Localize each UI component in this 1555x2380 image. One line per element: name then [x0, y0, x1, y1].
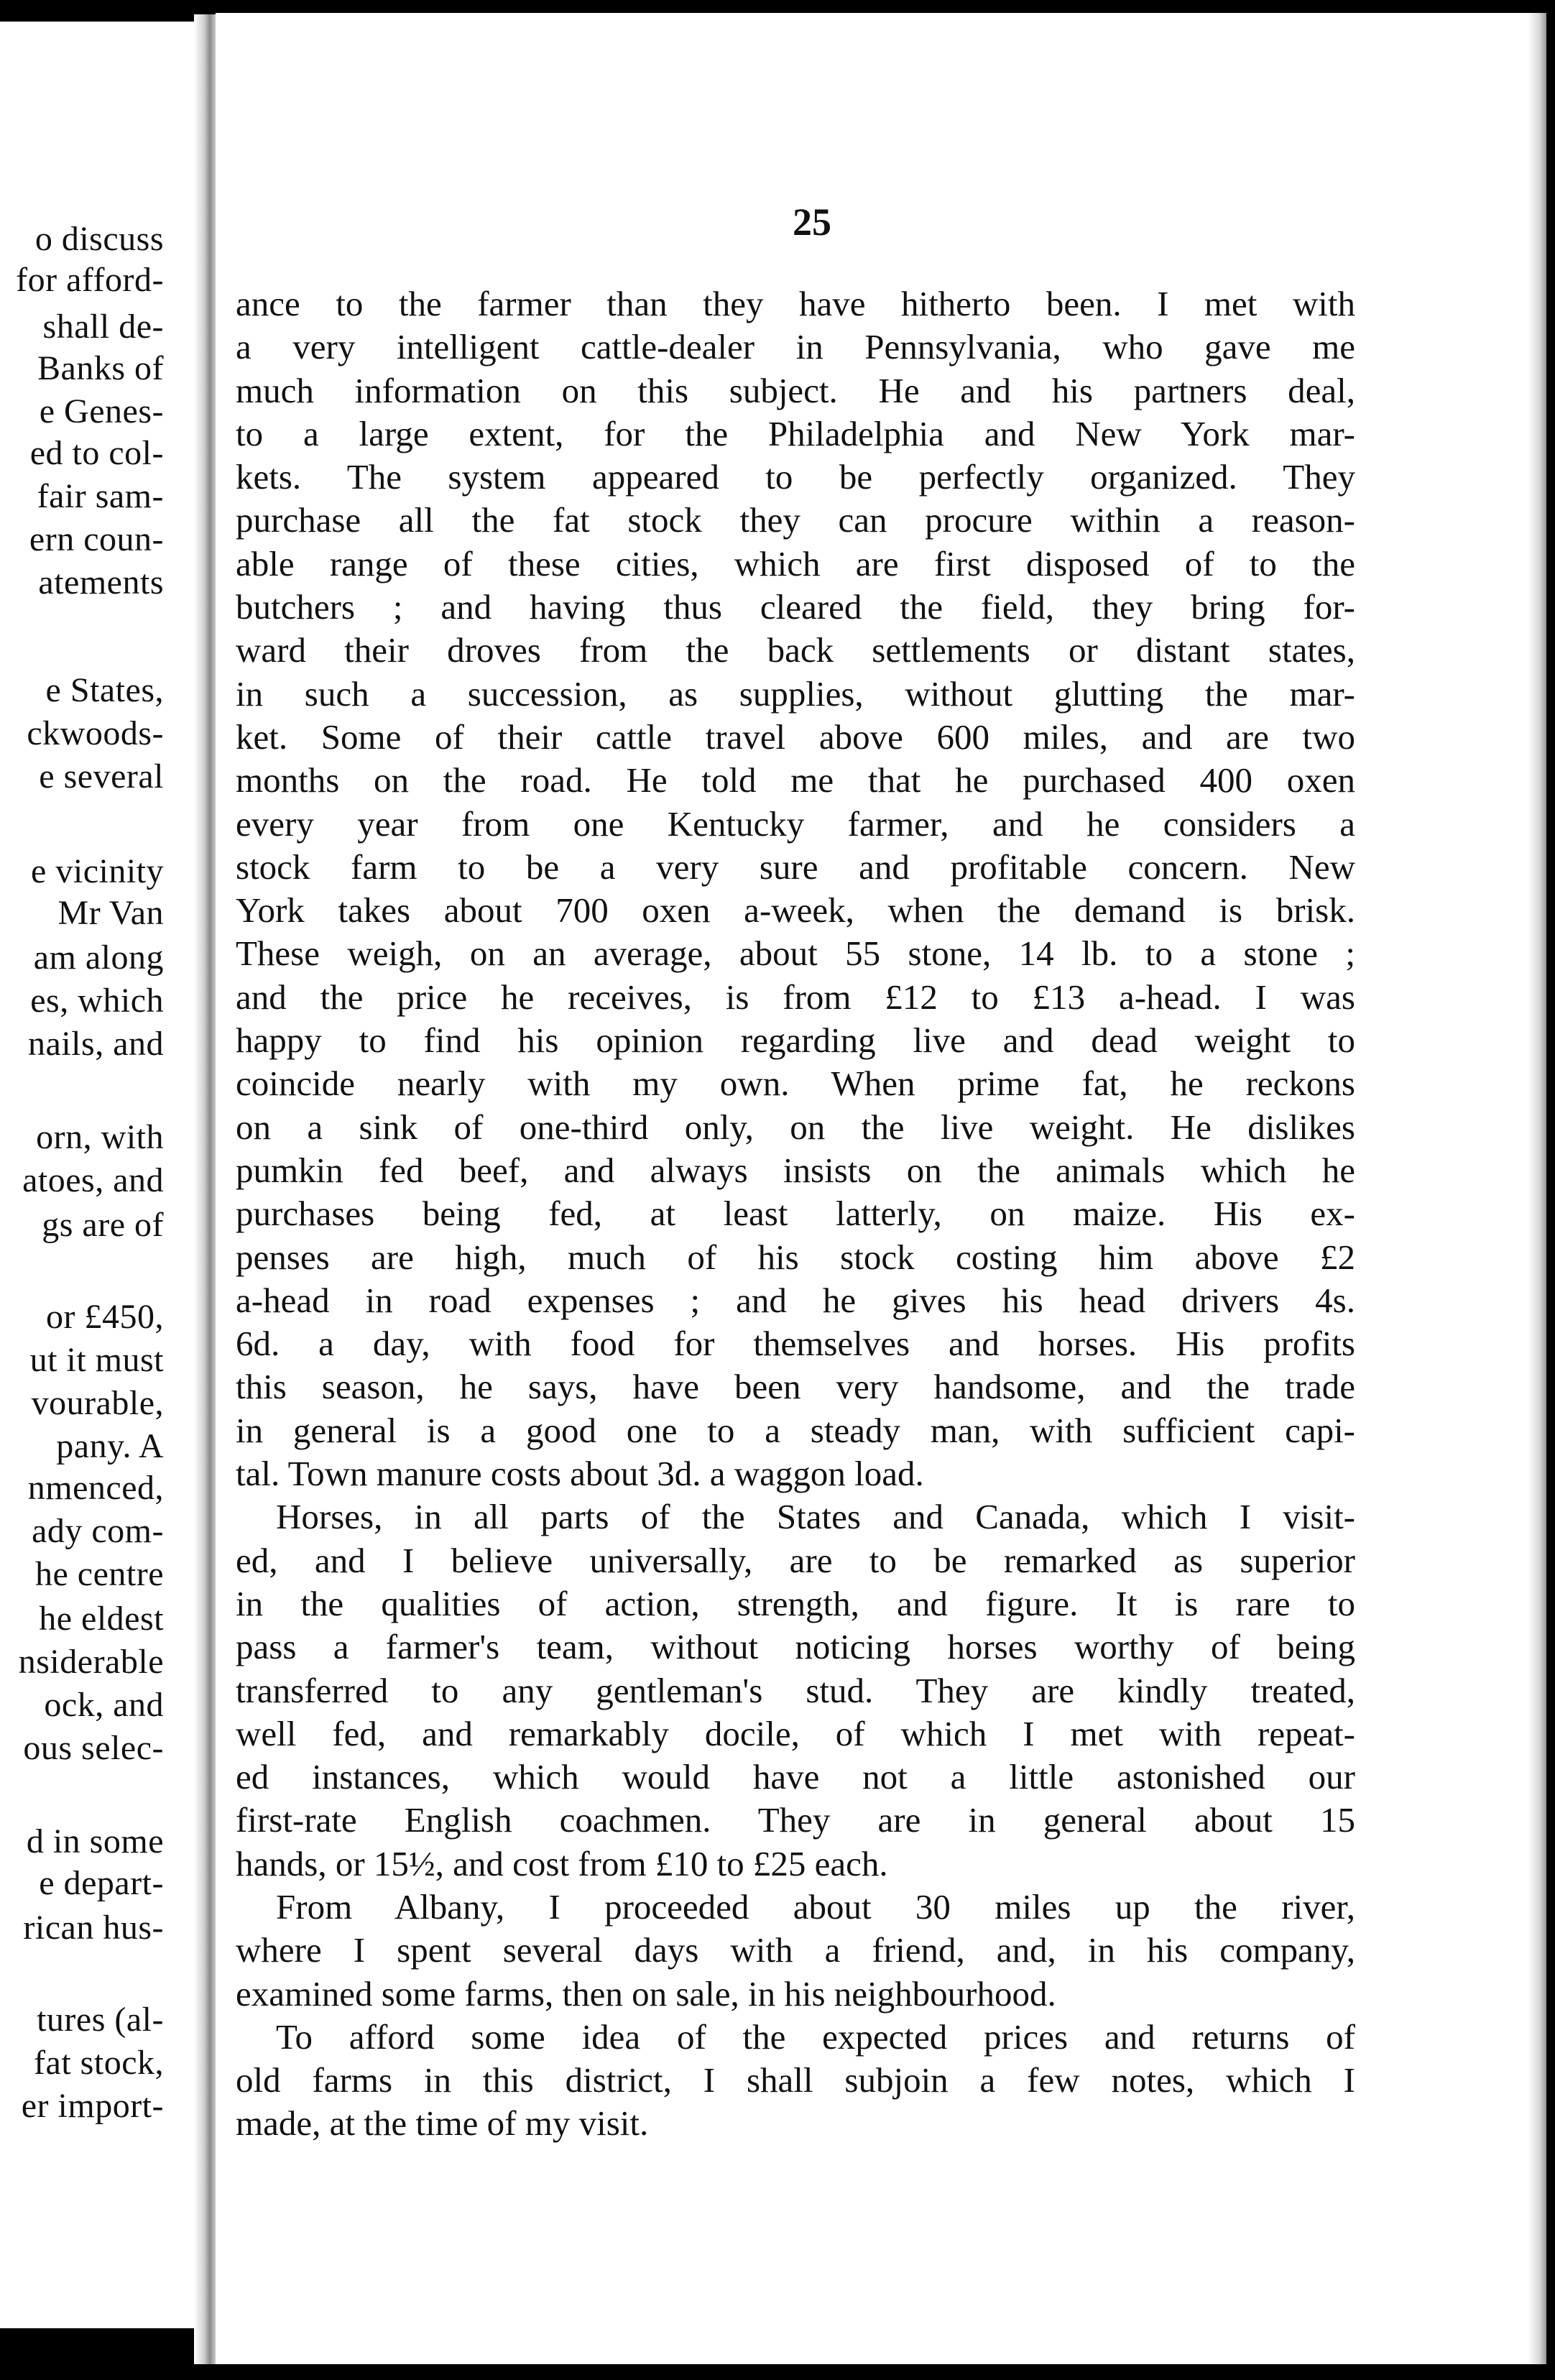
text-line: on a sink of one-third only, on the live weight. He dislikes — [236, 1107, 1355, 1147]
text-line: purchases being fed, at least latterly, on maize. His ex- — [236, 1194, 1355, 1234]
text-line: a very intelligent cattle-dealer in Pennsylvania, who gave me — [236, 327, 1355, 367]
text-line: ance to the farmer than they have hitherto been. I met with — [236, 284, 1355, 323]
text-line: to a large extent, for the Philadelphia and New York mar- — [236, 413, 1355, 453]
text-line: ed instances, which would have not a little astonished our — [236, 1757, 1355, 1797]
left-page-line: ern coun- — [29, 520, 164, 558]
left-page-line: he centre — [34, 1555, 164, 1593]
text-line: where I spent several days with a friend, and, in his company, — [236, 1930, 1355, 1970]
left-page-line: o discuss — [34, 220, 164, 258]
text-line: first-rate English coachmen. They are in general about 15 — [236, 1800, 1355, 1840]
text-line: coincide nearly with my own. When prime fat, he reckons — [236, 1064, 1355, 1104]
text-line: penses are high, much of his stock costing him above £2 — [236, 1237, 1355, 1277]
text-line: pumkin fed beef, and always insists on the animals which he — [236, 1150, 1355, 1190]
left-page-line: ckwoods- — [27, 714, 164, 752]
page-edge-shadow — [1528, 13, 1546, 2366]
text-line: These weigh, on an average, about 55 stone, 14 lb. to a stone ; — [236, 933, 1355, 974]
left-page-line: tures (al- — [37, 2001, 164, 2039]
left-page-line: ut it must — [29, 1341, 164, 1379]
left-page-line: fat stock, — [34, 2044, 164, 2082]
left-page-line: fair sam- — [37, 477, 164, 515]
left-page-line: atoes, and — [22, 1161, 164, 1199]
left-page-line: gs are of — [42, 1206, 164, 1244]
left-page-fragment — [0, 22, 194, 2328]
text-line: ward their droves from the back settlements or distant states, — [236, 630, 1355, 670]
left-page-line: ed to col- — [29, 434, 164, 472]
left-page-line: d in some — [26, 1822, 164, 1860]
text-line: ed, and I believe universally, are to be remarked as superior — [236, 1540, 1355, 1580]
left-page-line: for afford- — [16, 261, 164, 299]
left-page-line: er import- — [21, 2087, 164, 2125]
left-page-line: e several — [39, 757, 164, 795]
left-page-line: es, which — [30, 982, 164, 1020]
text-line: butchers ; and having thus cleared the field, they bring for- — [236, 587, 1355, 627]
text-line: purchase all the fat stock they can procure within a reason- — [236, 500, 1355, 540]
text-line: and the price he receives, is from £12 to £13 a-head. I was — [236, 977, 1355, 1017]
left-page-line: ous selec- — [23, 1729, 164, 1767]
left-page-line: orn, with — [36, 1118, 164, 1156]
text-line: examined some farms, then on sale, in his neighbourhood. — [236, 1973, 1056, 2014]
text-line: pass a farmer's team, without noticing horses worthy of being — [236, 1627, 1355, 1667]
left-page-line: e vicinity — [31, 852, 164, 890]
text-line: every year from one Kentucky farmer, and he considers a — [236, 803, 1355, 844]
text-line: months on the road. He told me that he purchased 400 oxen — [236, 760, 1355, 801]
text-line: 6d. a day, with food for themselves and horses. His profits — [236, 1324, 1355, 1364]
left-page-line: e Genes- — [39, 392, 164, 430]
text-line: in such a succession, as supplies, without glutting the mar- — [236, 673, 1355, 714]
left-page-line: Mr Van — [57, 894, 164, 932]
left-page-line: Banks of — [37, 349, 164, 387]
text-line: in the qualities of action, strength, and figure. It is rare to — [236, 1583, 1355, 1623]
text-line: in general is a good one to a steady man, with sufficient capi- — [236, 1410, 1355, 1450]
left-page-line: nmenced, — [27, 1469, 164, 1507]
scan-bottom-border — [0, 2364, 1555, 2380]
text-line: transferred to any gentleman's stud. They are kindly treated, — [236, 1670, 1355, 1710]
text-line: happy to find his opinion regarding live and dead weight to — [236, 1020, 1355, 1061]
left-page-line: or £450, — [46, 1298, 164, 1336]
text-line: tal. Town manure costs about 3d. a waggon load. — [236, 1454, 924, 1494]
left-page-line: atements — [38, 563, 164, 601]
left-page-line: nsiderable — [18, 1643, 164, 1681]
left-page-line: nails, and — [28, 1025, 164, 1063]
text-line: old farms in this district, I shall subjoin a few notes, which I — [236, 2060, 1355, 2100]
left-page-line: shall de- — [42, 308, 164, 346]
right-page — [216, 13, 1546, 2366]
text-line: made, at the time of my visit. — [236, 2103, 649, 2144]
text-line: To afford some idea of the expected prices and returns of — [276, 2016, 1355, 2057]
text-line: From Albany, I proceeded about 30 miles up the river, — [276, 1886, 1355, 1927]
left-page-line: am along — [33, 938, 164, 977]
text-line: a-head in road expenses ; and he gives his head drivers 4s. — [236, 1280, 1355, 1320]
left-page-line: e States, — [45, 671, 164, 709]
left-page-line: ock, and — [44, 1686, 164, 1724]
body-text — [236, 282, 1355, 2146]
text-line: hands, or 15½, and cost from £10 to £25 each. — [236, 1843, 888, 1883]
text-line: kets. The system appeared to be perfectly organized. They — [236, 457, 1355, 497]
page-number: 25 — [793, 200, 831, 244]
left-page-line: he eldest — [39, 1600, 164, 1638]
left-page-line: e depart- — [39, 1864, 164, 1902]
text-line: able range of these cities, which are first disposed of to the — [236, 543, 1355, 584]
text-line: this season, he says, have been very handsome, and the trade — [236, 1367, 1355, 1407]
text-line: stock farm to be a very sure and profitable concern. New — [236, 847, 1355, 887]
text-line: well fed, and remarkably docile, of which I met with repeat- — [236, 1713, 1355, 1753]
left-page-line: vourable, — [31, 1384, 164, 1422]
text-line: Horses, in all parts of the States and Canada, which I visit- — [276, 1497, 1355, 1537]
left-page-line: ady com- — [32, 1512, 164, 1550]
left-page-line: pany. A — [56, 1427, 164, 1465]
text-line: much information on this subject. He and his partners deal, — [236, 370, 1355, 410]
text-line: York takes about 700 oxen a-week, when the demand is brisk. — [236, 890, 1355, 931]
left-page-line: rican hus- — [23, 1909, 164, 1947]
text-line: ket. Some of their cattle travel above 600 miles, and are two — [236, 716, 1355, 757]
